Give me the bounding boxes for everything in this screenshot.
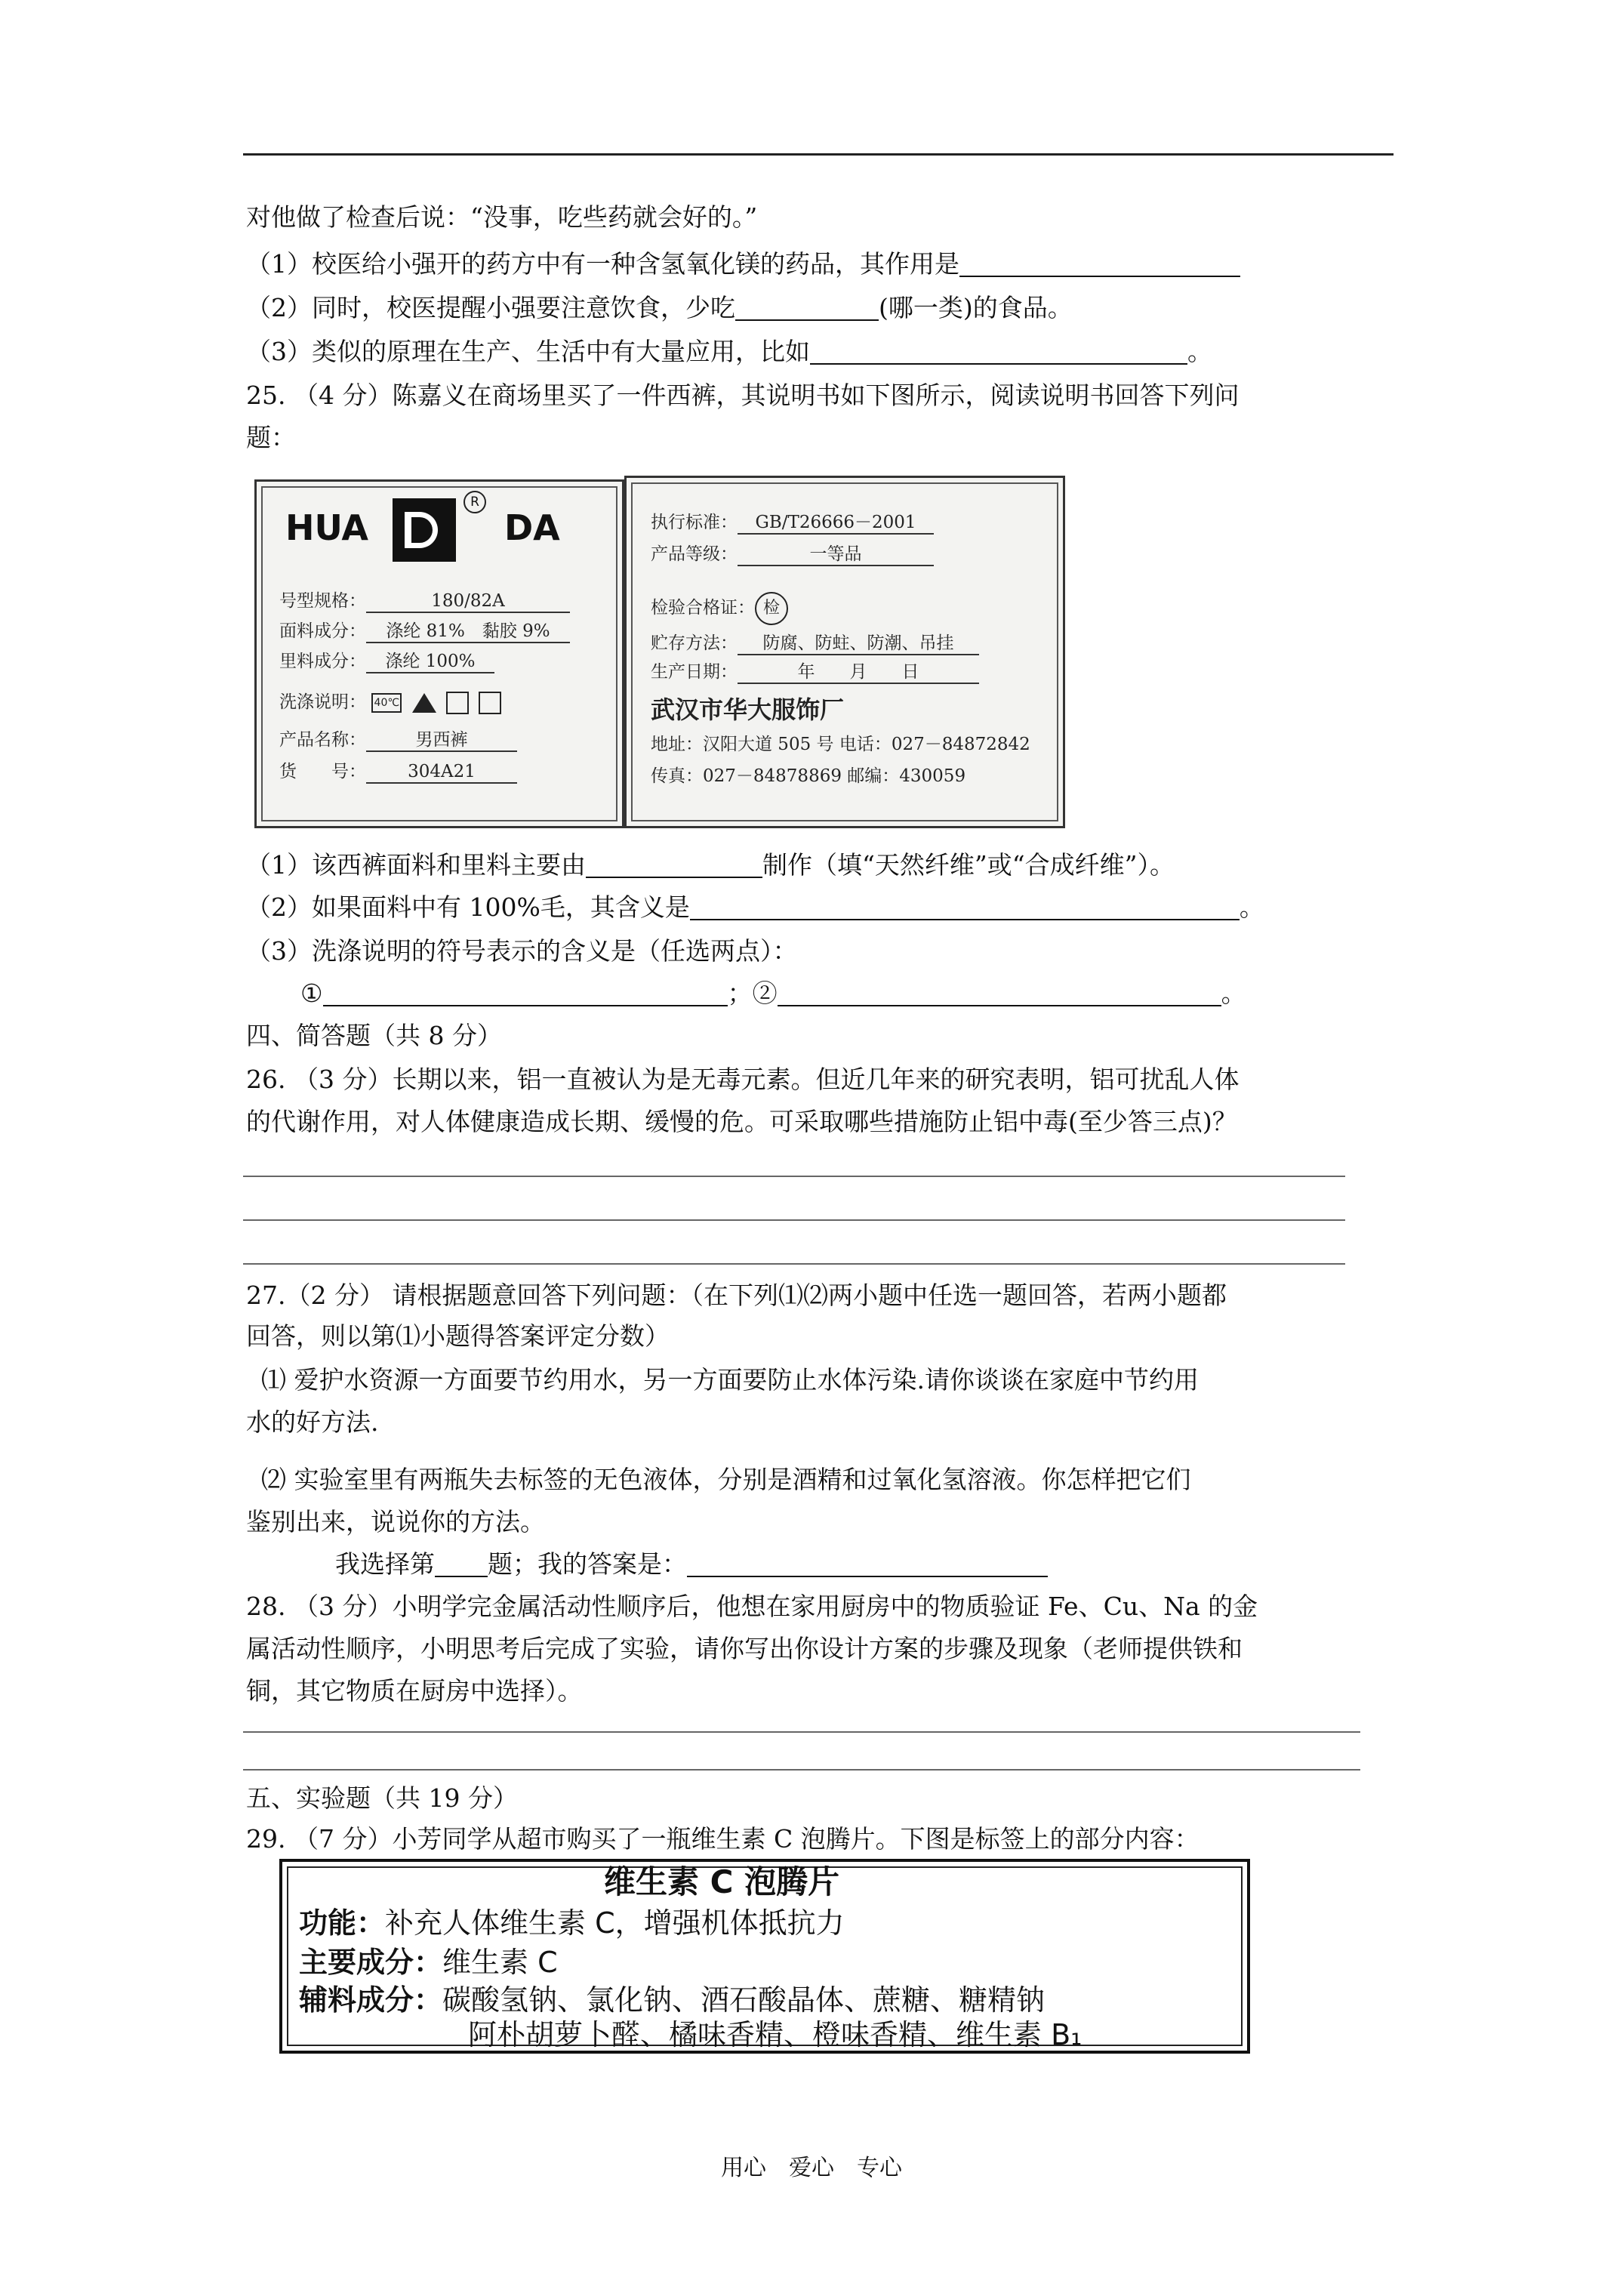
no-bleach-icon <box>412 693 436 713</box>
q25-part3-answers: ① ；② 。 <box>300 978 1246 1008</box>
q27-option1-line2: 水的好方法. <box>246 1407 379 1437</box>
q24-part1: （1）校医给小强开的药方中有一种含氢氧化镁的药品，其作用是 <box>246 249 1240 279</box>
answer-line[interactable] <box>243 1219 1345 1221</box>
label-row-lining: 里料成分： 涤纶 100% <box>279 651 494 673</box>
answer-blank[interactable] <box>323 979 728 1006</box>
label-row-name: 产品名称： 男西裤 <box>279 729 517 752</box>
answer-line[interactable] <box>243 1263 1345 1265</box>
inspection-stamp-icon: 检 <box>755 592 788 625</box>
answer-blank[interactable] <box>687 1550 1048 1577</box>
page-footer: 用心 爱心 专心 <box>721 2155 902 2181</box>
q27-line1: 27.（2 分） 请根据题意回答下列问题：（在下列⑴⑵两小题中任选一题回答，若两小题都 <box>246 1281 1227 1310</box>
answer-line[interactable] <box>243 1176 1345 1177</box>
q28-line1: 28. （3 分）小明学完金属活动性顺序后，他想在家用厨房中的物质验证 Fe、Cu、Na 的金 <box>246 1592 1258 1621</box>
label-row-item-no: 货 号： 304A21 <box>279 761 517 784</box>
label-row-grade: 产品等级： 一等品 <box>651 544 934 566</box>
answer-blank[interactable] <box>778 979 1221 1006</box>
brand-logo-icon <box>393 498 456 562</box>
q28-line2: 属活动性顺序，小明思考后完成了实验，请你写出你设计方案的步骤及现象（老师提供铁和 <box>246 1634 1243 1663</box>
company-name: 武汉市华大服饰厂 <box>651 695 845 724</box>
company-fax: 传真：027－84878869 邮编：430059 <box>651 766 966 786</box>
q24-intro: 对他做了检查后说：“没事，吃些药就会好的。” <box>246 202 758 232</box>
vitamin-label-aux: 辅料成分：碳酸氢钠、氯化钠、酒石酸晶体、蔗糖、糖精钠 <box>299 1983 1046 2017</box>
q27-option2-line2: 鉴别出来，说说你的方法。 <box>246 1507 545 1536</box>
answer-line[interactable] <box>243 1731 1360 1733</box>
answer-blank[interactable] <box>690 893 1240 920</box>
answer-line[interactable] <box>243 1769 1360 1771</box>
q27-option1-line1: ⑴ 爱护水资源一方面要节约用水，另一方面要防止水体污染.请你谈谈在家庭中节约用 <box>261 1365 1199 1395</box>
choice-blank[interactable] <box>435 1550 488 1577</box>
section4-title: 四、简答题（共 8 分） <box>246 1021 502 1050</box>
q25-part1: （1）该西裤面料和里料主要由 制作（填“天然纤维”或“合成纤维”）。 <box>246 850 1175 880</box>
q25-part2: （2）如果面料中有 100%毛，其含义是 。 <box>246 892 1264 922</box>
vitamin-label-function: 功能：补充人体维生素 C，增强机体抵抗力 <box>299 1906 845 1940</box>
answer-blank[interactable] <box>586 851 762 878</box>
registered-mark-icon: R <box>463 491 486 513</box>
label-row-wash: 洗涤说明： 40℃ <box>279 692 506 714</box>
q25-stem-line2: 题： <box>246 423 296 452</box>
hang-dry-icon <box>479 692 501 714</box>
company-address: 地址：汉阳大道 505 号 电话：027－84872842 <box>651 735 1030 754</box>
label-row-storage: 贮存方法： 防腐、防蛀、防潮、吊挂 <box>651 633 979 655</box>
vitamin-label-aux-cont: 阿朴胡萝卜醛、橘味香精、橙味香精、维生素 B₁ <box>468 2018 1083 2051</box>
vitamin-label-title: 维生素 C 泡腾片 <box>604 1863 840 1900</box>
q28-line3: 铜，其它物质在厨房中选择）。 <box>246 1676 583 1706</box>
vitamin-label-main: 主要成分：维生素 C <box>299 1946 558 1979</box>
q27-option2-line1: ⑵ 实验室里有两瓶失去标签的无色液体，分别是酒精和过氧化氢溶液。你怎样把它们 <box>261 1465 1191 1494</box>
q27-choice: 我选择第 题；我的答案是： <box>335 1549 1048 1579</box>
header-rule <box>243 153 1394 156</box>
brand-left: HUA <box>285 507 369 548</box>
q24-part3: （3）类似的原理在生产、生活中有大量应用，比如 。 <box>246 337 1212 366</box>
label-row-standard: 执行标准： GB/T26666－2001 <box>651 512 934 535</box>
wash-40-icon: 40℃ <box>371 693 402 713</box>
q25-part3: （3）洗涤说明的符号表示的含义是（任选两点）： <box>246 936 798 966</box>
label-row-size: 号型规格： 180/82A <box>279 590 570 613</box>
section5-title: 五、实验题（共 19 分） <box>246 1783 518 1813</box>
q26-line2: 的代谢作用，对人体健康造成长期、缓慢的危。可采取哪些措施防止铝中毒(至少答三点)？ <box>246 1107 1237 1136</box>
label-row-inspection: 检验合格证： 检 <box>651 592 788 625</box>
answer-blank[interactable] <box>810 337 1187 365</box>
q29-stem: 29. （7 分）小芳同学从超市购买了一瓶维生素 C 泡腾片。下图是标签上的部分内容： <box>246 1824 1200 1854</box>
brand-right: DA <box>504 507 560 548</box>
label-row-date: 生产日期： 年 月 日 <box>651 661 979 684</box>
q27-line2: 回答，则以第⑴小题得答案评定分数） <box>246 1321 670 1351</box>
q26-line1: 26. （3 分）长期以来，铝一直被认为是无毒元素。但近几年来的研究表明，铝可扰乱人体 <box>246 1065 1240 1094</box>
answer-blank[interactable] <box>959 250 1240 277</box>
answer-blank[interactable] <box>735 294 879 321</box>
q25-stem-line1: 25. （4 分）陈嘉义在商场里买了一件西裤，其说明书如下图所示，阅读说明书回答下列问 <box>246 381 1240 410</box>
label-row-fabric: 面料成分： 涤纶 81% 黏胶 9% <box>279 621 570 643</box>
q24-part2: （2）同时，校医提醒小强要注意饮食，少吃 (哪一类)的食品。 <box>246 293 1073 322</box>
tumble-dry-icon <box>446 692 469 714</box>
